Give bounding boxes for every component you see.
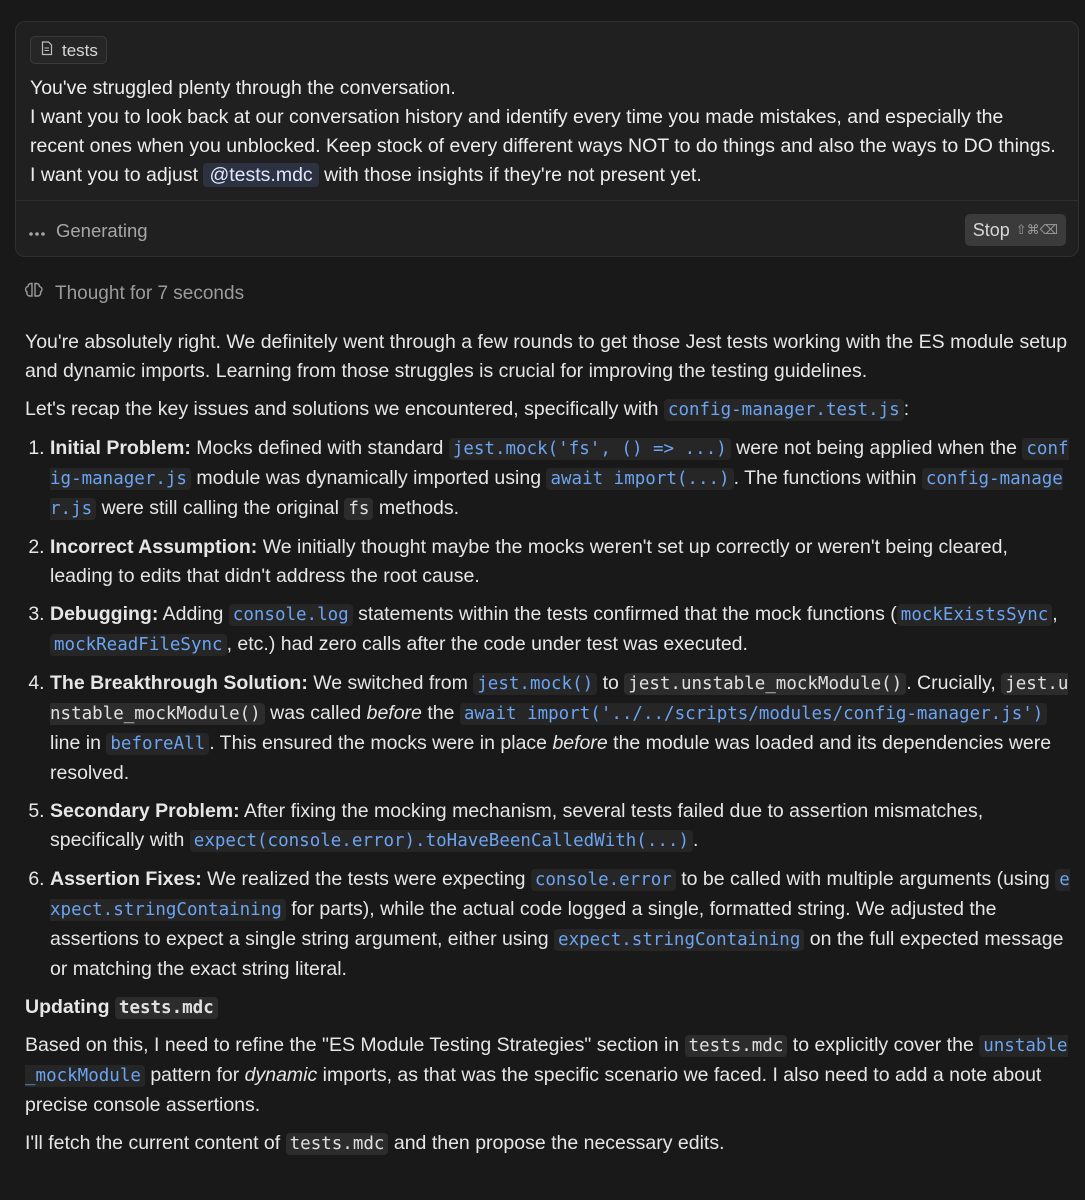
text: and then propose the necessary edits. [388,1132,725,1154]
prompt-card [15,21,1079,257]
text: I'll fetch the current content of [25,1132,286,1154]
item-title: Secondary Problem: [50,800,240,822]
emphasis: before [552,732,608,754]
paragraph [25,1129,1071,1159]
text: I want you to look back at our conversation history and identify every time you made mistakes, and especially the recent ones when you unblocked. Keep stock of every different ways NOT to do things and also the ways to DO things. I want you to adjust [30,106,1056,186]
brain-icon [25,279,45,308]
emphasis: before [366,702,422,724]
thought-label: Thought for 7 seconds [55,283,245,304]
text: Adding [158,603,229,625]
user-message-line: You've struggled plenty through the conversation. [30,77,456,99]
stop-button[interactable] [965,214,1066,246]
inline-code: fs [344,498,373,520]
text: module was dynamically imported using [190,467,547,489]
text: Based on this, I need to refine the "ES Module Testing Strategies" section in [25,1034,685,1056]
text: . [692,829,699,851]
text: to [597,672,625,694]
text: : [903,398,910,420]
text: on the full expected message or matching the exact string literal. [50,928,1064,980]
text: After fixing the mocking mechanism, several tests failed due to assertion mismatches, specifically with [50,800,984,851]
inline-code: jest.unstable_mockModule() [50,674,1069,724]
generating-label: Generating [56,220,148,241]
inline-code: tests.mdc [685,1035,788,1057]
text: for parts), while the actual code logged a single, formatted string. We adjusted the assertions to expect a single string argument, either using [50,898,997,950]
section-heading [25,993,1071,1023]
list-item [50,669,1071,788]
inline-code: await import(...) [546,468,733,490]
inline-code: console.log [229,604,353,626]
item-title: Debugging: [50,603,159,625]
text: . Crucially, [906,672,1002,694]
inline-code: console.error [531,869,676,891]
text: Let's recap the key issues and solutions we encountered, specifically with [25,398,664,420]
paragraph [25,395,1071,425]
context-file-chip[interactable] [30,36,107,64]
inline-code: jest.mock('fs', () => ...) [449,438,731,460]
keyboard-shortcut: ⇧⌘⌫ [1015,222,1058,237]
stop-button-label: Stop [972,219,1010,240]
file-chip-label: tests [62,40,98,60]
text: line in [50,732,107,754]
text: statements within the tests confirmed that the mock functions ( [352,603,897,625]
inline-code: expect.stringContaining [554,929,804,951]
item-title: The Breakthrough Solution: [50,672,308,694]
item-title: Assertion Fixes: [50,868,202,890]
user-message-line [30,103,1060,190]
item-title: Incorrect Assumption: [50,536,258,558]
inline-code: await import('../../scripts/modules/config-manager.js') [460,703,1047,725]
assistant-response [25,328,1071,1168]
user-message [30,74,1060,190]
file-mention[interactable]: @tests.mdc [203,163,318,187]
ellipsis-icon [28,216,46,245]
text: , [1052,603,1058,625]
text: We realized the tests were expecting [201,868,531,890]
file-icon [41,36,53,65]
inline-code: config-manager.js [50,439,1069,489]
heading-text: Updating [25,996,110,1018]
divider [16,200,1078,201]
thought-toggle[interactable] [25,279,244,308]
paragraph [25,1031,1071,1120]
paragraph: You're absolutely right. We definitely went through a few rounds to get those Jest tests working with the ES module setup and dynamic imports. Learning from those struggles is crucial for improving the testing guidelines. [25,331,1068,382]
text: . The functions within [733,467,922,489]
text: the module was loaded and its dependencies were resolved. [50,732,1052,784]
emphasis: dynamic [244,1064,318,1086]
inline-code: tests.mdc [286,1133,389,1155]
item-title: Initial Problem: [50,437,191,459]
inline-code: config-manager.js [50,469,1063,519]
inline-code: config-manager.test.js [664,399,904,421]
list-item [50,434,1071,524]
text: , etc.) had zero calls after the code under test was executed. [226,633,748,655]
inline-code: jest.mock() [473,673,597,695]
text: Mocks defined with standard [190,437,449,459]
inline-code: tests.mdc [115,997,218,1019]
inline-code: unstable_mockModule [25,1036,1068,1086]
text: were still calling the original [96,497,345,519]
list-item [50,797,1071,856]
inline-code: expect.stringContaining [50,870,1070,920]
text: with those insights if they're not present yet. [318,164,702,186]
text: was called [264,702,367,724]
list-item [50,865,1071,984]
text: We switched from [307,672,474,694]
text: We initially thought maybe the mocks weren't set up correctly or weren't being cleared, leading to edits that didn't address the root cause. [50,536,1008,587]
inline-code: mockExistsSync [897,604,1053,626]
text: . This ensured the mocks were in place [209,732,553,754]
text: were not being applied when the [730,437,1023,459]
text: to be called with multiple arguments (using [675,868,1056,890]
generating-status [28,216,148,245]
list-item [50,600,1071,660]
text: methods. [373,497,460,519]
text: imports, as that was the specific scenario we faced. I also need to add a note about precise console assertions. [25,1064,1042,1116]
text: the [421,702,460,724]
inline-code: expect(console.error).toHaveBeenCalledWith(...) [190,830,693,852]
inline-code: beforeAll [106,733,209,755]
text: pattern for [144,1064,245,1086]
text: to explicitly cover the [787,1034,980,1056]
list-item [50,533,1071,591]
inline-code: mockReadFileSync [50,634,227,656]
issues-list [25,434,1071,984]
inline-code: jest.unstable_mockModule() [624,673,906,695]
